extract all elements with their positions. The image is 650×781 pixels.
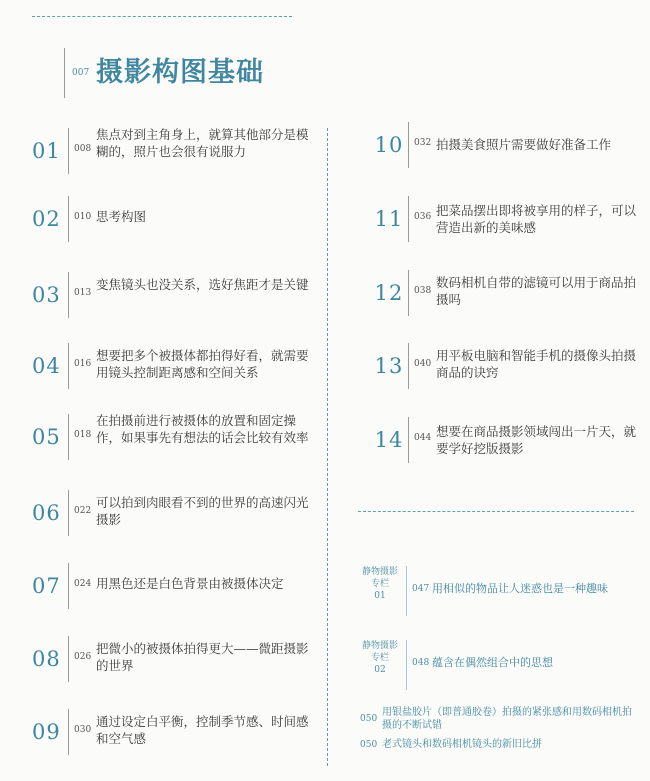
page-number: 038 [414, 286, 432, 296]
chapter-title: 用平板电脑和智能手机的摄像头拍摄商品的诀窍 [436, 348, 637, 380]
chapter-number: 13 [374, 354, 404, 378]
middle-dashed-rule [358, 511, 634, 512]
entry-divider [68, 636, 69, 682]
entry-divider [408, 196, 409, 242]
toc-entry[interactable] [32, 341, 322, 393]
chapter-number: 11 [374, 207, 404, 231]
page-number: 024 [74, 579, 92, 589]
page-number: 044 [414, 433, 432, 443]
bottom-entry-title: 老式镜头和数码相机镜头的新旧比拼 [382, 739, 542, 750]
entry-divider [68, 709, 69, 755]
toc-entry[interactable] [32, 270, 322, 322]
chapter-title: 想要在商品摄影领域闯出一片天，就要学好挖版摄影 [436, 424, 637, 456]
column-entry[interactable] [358, 566, 638, 622]
page-number: 040 [414, 359, 432, 369]
chapter-number: 05 [32, 425, 61, 449]
bottom-entry[interactable] [360, 738, 630, 756]
chapter-number: 03 [32, 283, 61, 307]
toc-entry[interactable] [32, 707, 322, 759]
column-label [358, 566, 402, 602]
section-page-number: 007 [72, 68, 90, 78]
page-number: 048 [412, 658, 430, 668]
column-divider [327, 128, 328, 766]
toc-entry[interactable] [32, 634, 322, 686]
chapter-title: 变焦镜头也没关系，选好焦距才是关键 [96, 277, 309, 292]
entry-divider [68, 414, 69, 460]
entry-divider [408, 270, 409, 316]
toc-entry[interactable] [372, 341, 642, 393]
column-label-line: 专栏 [370, 653, 389, 663]
chapter-title: 在拍摄前进行被摄体的放置和固定操作，如果事先有想法的话会比较有效率 [96, 413, 309, 445]
chapter-number: 07 [32, 574, 61, 598]
bottom-entry[interactable] [360, 706, 630, 736]
column-label-line: 静物摄影 [361, 567, 398, 577]
column-label-line: 01 [374, 591, 386, 601]
column-title: 蕴含在偶然组合中的思想 [432, 656, 553, 669]
chapter-number: 01 [32, 139, 61, 163]
page-number: 026 [74, 652, 92, 662]
chapter-number: 06 [32, 501, 61, 525]
chapter-title: 想要把多个被摄体都拍得好看，就需要用镜头控制距离感和空间关系 [96, 348, 309, 380]
page-number: 050 [360, 714, 378, 724]
entry-divider [68, 343, 69, 389]
top-dashed-rule [32, 16, 292, 17]
toc-entry[interactable] [372, 120, 642, 172]
toc-entry[interactable] [372, 268, 642, 320]
column-label-line: 02 [374, 665, 386, 675]
chapter-title: 焦点对到主角身上，就算其他部分是模糊的，照片也会很有说服力 [96, 127, 309, 159]
page-number: 036 [414, 212, 432, 222]
chapter-number: 08 [32, 647, 61, 671]
entry-divider [408, 122, 409, 168]
column-entry[interactable] [358, 640, 638, 696]
chapter-number: 14 [374, 428, 404, 452]
chapter-number: 02 [32, 207, 61, 231]
bottom-entry-title: 用银盐胶片（即普通胶卷）拍摄的紧张感和用数码相机拍摄的不断试错 [382, 707, 632, 731]
chapter-title: 思考构图 [96, 209, 147, 224]
page-number: 022 [74, 506, 92, 516]
entry-divider [68, 563, 69, 609]
page-number: 010 [74, 212, 92, 222]
chapter-title: 数码相机自带的滤镜可以用于商品拍摄吗 [436, 275, 637, 307]
entry-divider [68, 490, 69, 536]
section-title: 摄影构图基础 [96, 57, 264, 88]
header-divider [64, 48, 65, 98]
chapter-title: 拍摄美食照片需要做好准备工作 [436, 137, 612, 152]
page-number: 050 [360, 740, 378, 750]
toc-entry[interactable] [32, 488, 322, 540]
column-label-line: 专栏 [370, 579, 389, 589]
page-number: 030 [74, 725, 92, 735]
chapter-number: 10 [374, 133, 404, 157]
column-label [358, 640, 402, 676]
chapter-number: 04 [32, 354, 61, 378]
entry-divider [68, 272, 69, 318]
chapter-number: 12 [374, 281, 404, 305]
entry-divider [408, 417, 409, 463]
chapter-number: 09 [32, 720, 61, 744]
entry-divider [68, 196, 69, 242]
section-header [64, 48, 324, 98]
entry-divider [68, 128, 69, 174]
chapter-title: 把菜品摆出即将被享用的样子，可以营造出新的美味感 [436, 203, 637, 235]
toc-entry[interactable] [372, 415, 642, 467]
page-number: 047 [412, 584, 430, 594]
toc-entry[interactable] [32, 194, 322, 246]
page-number: 013 [74, 288, 92, 298]
entry-divider [408, 343, 409, 389]
chapter-title: 可以拍到肉眼看不到的世界的高速闪光摄影 [96, 495, 309, 527]
toc-entry[interactable] [32, 412, 322, 464]
toc-entry[interactable] [32, 561, 322, 613]
toc-entry[interactable] [32, 126, 322, 178]
toc-entry[interactable] [372, 194, 642, 246]
column-label-line: 静物摄影 [361, 641, 398, 651]
chapter-title: 用黑色还是白色背景由被摄体决定 [96, 576, 284, 591]
column-title: 用相似的物品让人迷惑也是一种趣味 [432, 582, 608, 595]
page-number: 018 [74, 430, 92, 440]
chapter-title: 把微小的被摄体拍得更大——微距摄影的世界 [96, 641, 309, 673]
chapter-title: 通过设定白平衡，控制季节感、时间感和空气感 [96, 714, 309, 746]
entry-divider [406, 640, 407, 690]
page-number: 032 [414, 138, 432, 148]
page-number: 016 [74, 359, 92, 369]
entry-divider [406, 566, 407, 616]
page-number: 008 [74, 144, 92, 154]
